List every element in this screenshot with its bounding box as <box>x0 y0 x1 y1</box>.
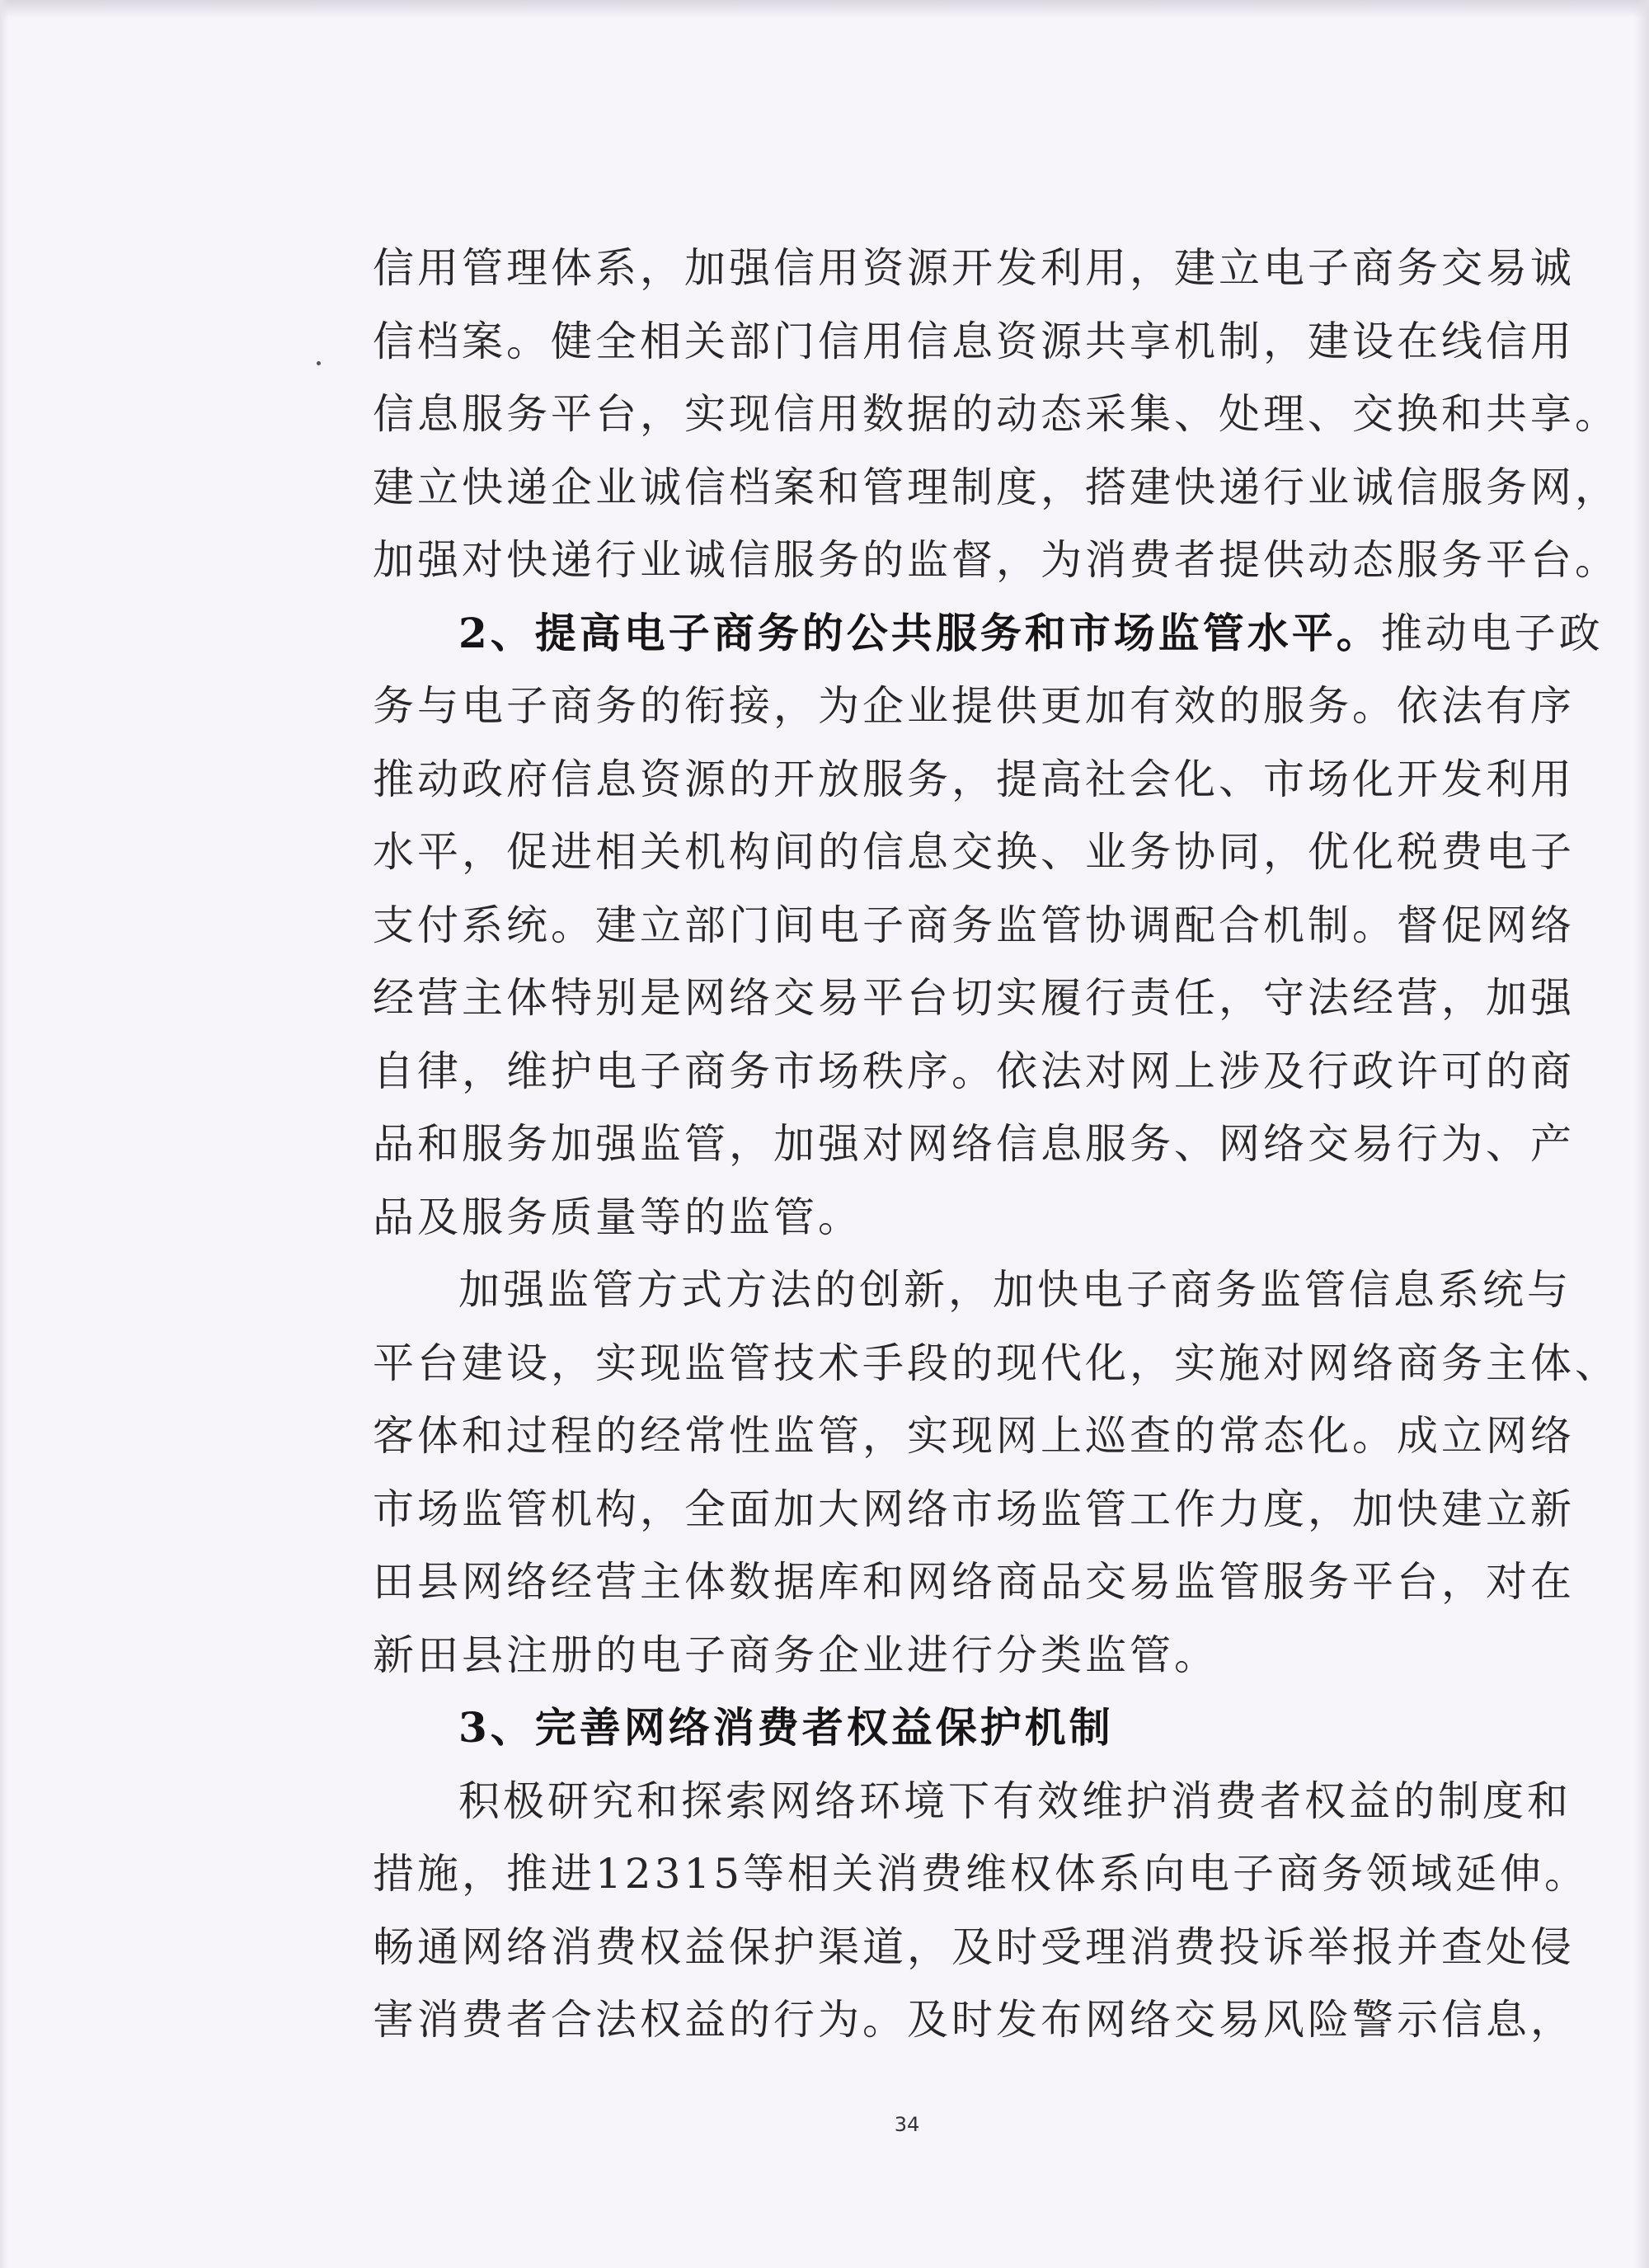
body-text: 客体和过程的经常性监管，实现网上巡查的常态化。成立网络 <box>373 1412 1575 1460</box>
text-line <box>373 597 1604 671</box>
text-line <box>373 1254 1571 1327</box>
body-text: 新田县注册的电子商务企业进行分类监管。 <box>373 1630 1219 1679</box>
body-text: 信用管理体系，加强信用资源开发利用，建立电子商务交易诚 <box>373 244 1575 292</box>
text-line <box>373 1546 1575 1619</box>
body-text: 信档案。健全相关部门信用信息资源共享机制，建设在线信用 <box>373 317 1575 365</box>
text-line <box>373 1911 1575 1984</box>
heading-text: 2、提高电子商务的公共服务和市场监管水平。 <box>458 608 1381 657</box>
text-line <box>373 1983 1575 2057</box>
body-text: 畅通网络消费权益保护渠道，及时受理消费投诉举报并查处侵 <box>373 1922 1575 1971</box>
body-text: 平台建设，实现监管技术手段的现代化，实施对网络商务主体、 <box>373 1339 1619 1387</box>
body-text: 建立快递企业诚信档案和管理制度，搭建快递行业诚信服务网， <box>373 463 1619 511</box>
body-text: 加强监管方式方法的创新，加快电子商务监管信息系统与 <box>458 1266 1571 1314</box>
text-line <box>373 1837 1590 1911</box>
body-text: 推动政府信息资源的开放服务，提高社会化、市场化开发利用 <box>373 755 1575 803</box>
scan-edge-right <box>1634 0 1649 2268</box>
body-text: 支付系统。建立部门间电子商务监管协调配合机制。督促网络 <box>373 901 1575 949</box>
text-line <box>373 1108 1575 1181</box>
body-text: 经营主体特别是网络交易平台切实履行责任，守法经营，加强 <box>373 974 1575 1022</box>
text-line <box>373 305 1575 379</box>
body-text: 积极研究和探索网络环境下有效维护消费者权益的制度和 <box>458 1776 1571 1825</box>
body-text: 自律，维护电子商务市场秩序。依法对网上涉及行政许可的商 <box>373 1047 1575 1095</box>
text-line <box>373 962 1575 1035</box>
document-body <box>373 232 1619 2057</box>
page-number: 34 <box>894 2113 920 2136</box>
body-text: 田县网络经营主体数据库和网络商品交易监管服务平台，对在 <box>373 1558 1575 1606</box>
text-line <box>373 451 1619 525</box>
body-text: 信息服务平台，实现信用数据的动态采集、处理、交换和共享。 <box>373 390 1619 438</box>
body-text: 市场监管机构，全面加大网络市场监管工作力度，加快建立新 <box>373 1485 1575 1533</box>
text-line <box>373 1400 1575 1473</box>
text-line <box>373 524 1619 597</box>
body-text: 水平，促进相关机构间的信息交换、业务协同，优化税费电子 <box>373 828 1575 876</box>
body-text: 措施，推进12315等相关消费维权体系向电子商务领域延伸。 <box>373 1850 1590 1898</box>
text-line <box>373 816 1575 889</box>
text-line <box>373 232 1575 305</box>
text-line <box>373 670 1575 743</box>
text-line <box>373 1327 1619 1400</box>
text-line <box>373 1473 1575 1546</box>
body-text: 加强对快递行业诚信服务的监督，为消费者提供动态服务平台。 <box>373 536 1619 584</box>
text-line <box>373 378 1619 451</box>
text-line <box>373 889 1575 962</box>
text-line <box>373 1765 1571 1838</box>
body-text: 品及服务质量等的监管。 <box>373 1193 862 1241</box>
text-line <box>373 743 1575 816</box>
text-line <box>373 1619 1560 1692</box>
scan-edge-top <box>0 0 1649 18</box>
text-line <box>373 1692 1560 1765</box>
body-text: 推动电子政 <box>1380 609 1604 657</box>
text-line <box>373 1035 1575 1108</box>
body-text: 品和服务加强监管，加强对网络信息服务、网络交易行为、产 <box>373 1120 1575 1168</box>
heading-text: 3、完善网络消费者权益保护机制 <box>458 1703 1114 1752</box>
scan-edge-left <box>0 0 8 2268</box>
scan-speck <box>317 361 321 365</box>
text-line <box>373 1181 1560 1254</box>
body-text: 务与电子商务的衔接，为企业提供更加有效的服务。依法有序 <box>373 682 1575 730</box>
body-text: 害消费者合法权益的行为。及时发布网络交易风险警示信息， <box>373 1996 1575 2044</box>
